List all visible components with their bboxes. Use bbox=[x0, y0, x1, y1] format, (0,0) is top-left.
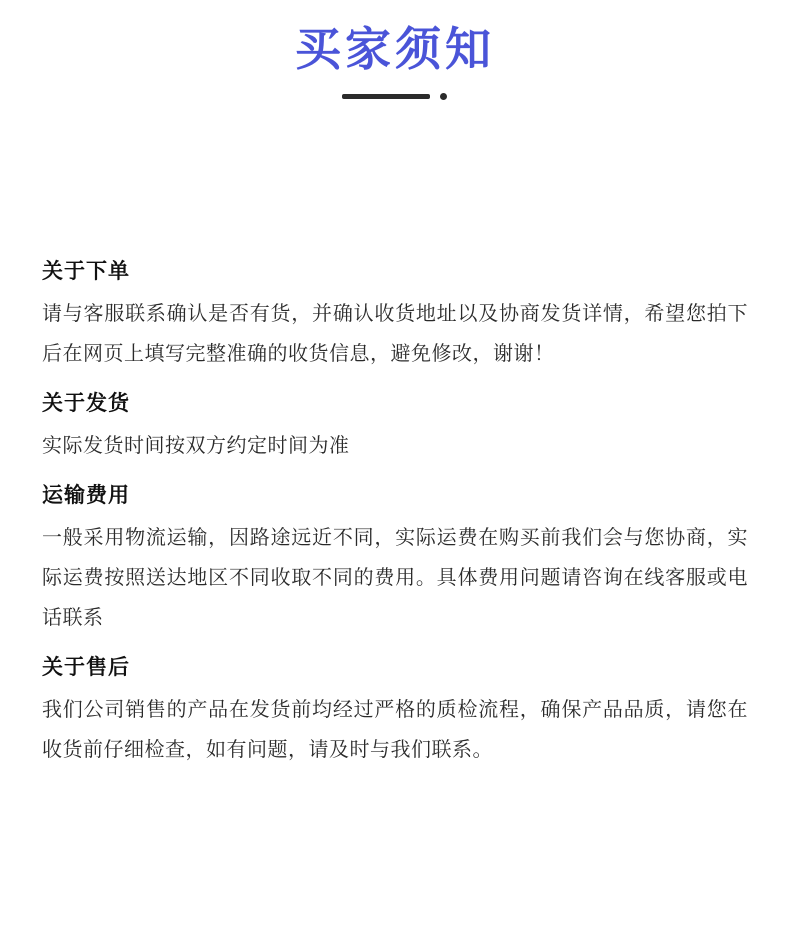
section-body: 请与客服联系确认是否有货，并确认收货地址以及协商发货详情，希望您拍下后在网页上填写完整准确的收货信息，避免修改，谢谢！ bbox=[42, 303, 748, 366]
section-title: 关于发货 bbox=[42, 392, 130, 416]
notice-content bbox=[0, 252, 790, 770]
section-title: 运输费用 bbox=[42, 484, 130, 508]
section-title: 关于下单 bbox=[42, 260, 130, 284]
notice-section-shipping bbox=[42, 384, 748, 466]
title-underline-ornament bbox=[330, 90, 460, 104]
notice-section-ordering bbox=[42, 252, 748, 374]
section-title: 关于售后 bbox=[42, 655, 130, 679]
underline-bar bbox=[342, 94, 430, 99]
underline-dot bbox=[440, 93, 447, 100]
section-body: 实际发货时间按双方约定时间为准 bbox=[42, 435, 350, 458]
notice-section-after-sales bbox=[42, 648, 748, 770]
notice-section-freight bbox=[42, 476, 748, 638]
page-header bbox=[0, 0, 790, 104]
section-body: 一般采用物流运输，因路途远近不同，实际运费在购买前我们会与您协商，实际运费按照送达地区不同收取不同的费用。具体费用问题请咨询在线客服或电话联系 bbox=[42, 526, 748, 629]
section-body: 我们公司销售的产品在发货前均经过严格的质检流程，确保产品品质，请您在收货前仔细检查，如有问题，请及时与我们联系。 bbox=[42, 698, 748, 761]
page-title: 买家须知 bbox=[295, 22, 495, 76]
